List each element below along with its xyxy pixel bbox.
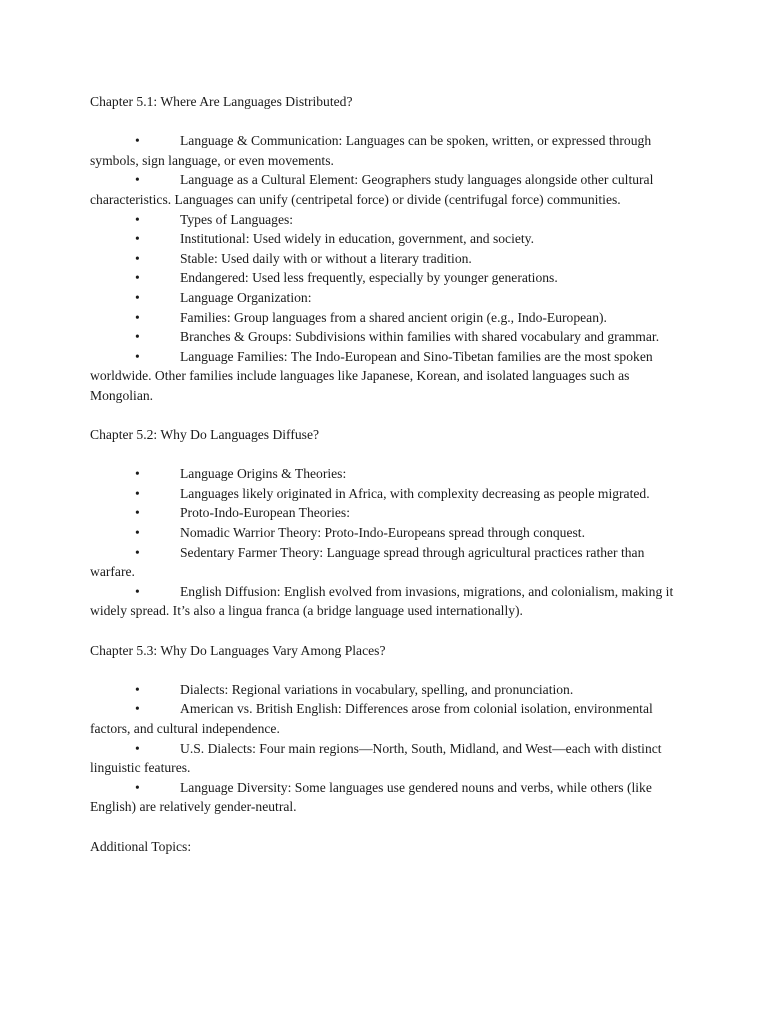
chapter-heading: Chapter 5.1: Where Are Languages Distributed? bbox=[90, 94, 353, 109]
bullet-text: Nomadic Warrior Theory: Proto-Indo-Europeans spread through conquest. bbox=[180, 525, 585, 541]
bullet-text: English Diffusion: English evolved from invasions, migrations, and colonialism, making it widely spread. It’s also a lingua franca (a bridge language used internationally). bbox=[90, 583, 674, 619]
chapter-heading: Chapter 5.2: Why Do Languages Diffuse? bbox=[90, 427, 320, 443]
bullet-icon: • bbox=[135, 505, 140, 521]
bullet-item bbox=[90, 523, 680, 543]
bullet-text: Branches & Groups: Subdivisions within families with shared vocabulary and grammar. bbox=[180, 329, 660, 345]
sections-container bbox=[90, 92, 680, 817]
bullet-item bbox=[90, 739, 680, 778]
bullet-item bbox=[90, 503, 680, 523]
bullet-icon: • bbox=[135, 211, 140, 227]
bullet-text: U.S. Dialects: Four main regions—North, South, Midland, and West—each with distinct linguistic features. bbox=[90, 740, 662, 776]
bullet-text: Language Families: The Indo-European and Sino-Tibetan families are the most spoken worldwide. Other families include languages like Japanese, Korean, and isolated languages such as Mongolian. bbox=[90, 348, 653, 403]
bullet-icon: • bbox=[135, 525, 140, 541]
bullet-item bbox=[90, 327, 680, 347]
bullet-item bbox=[90, 170, 680, 209]
bullet-text: Language Organization: bbox=[180, 289, 312, 305]
bullet-icon: • bbox=[135, 544, 140, 560]
document-body bbox=[90, 92, 680, 876]
bullet-icon: • bbox=[135, 701, 140, 717]
bullet-text: Dialects: Regional variations in vocabulary, spelling, and pronunciation. bbox=[180, 681, 574, 697]
bullet-text: Endangered: Used less frequently, especially by younger generations. bbox=[180, 270, 558, 286]
bullet-icon: • bbox=[135, 270, 140, 286]
bullet-item bbox=[90, 347, 680, 406]
bullet-item bbox=[90, 582, 680, 621]
bullet-item bbox=[90, 229, 680, 249]
bullet-text: Language & Communication: Languages can be spoken, written, or expressed through symbols, sign language, or even movements. bbox=[90, 133, 652, 168]
bullet-icon: • bbox=[135, 779, 140, 795]
bullet-item bbox=[90, 131, 680, 170]
bullet-item bbox=[90, 680, 680, 700]
bullet-item bbox=[90, 288, 680, 308]
bullet-icon: • bbox=[135, 485, 140, 501]
chapter-section bbox=[90, 641, 680, 817]
bullet-text: American vs. British English: Differences arose from colonial isolation, environmental factors, and cultural independence. bbox=[90, 701, 653, 736]
bullet-icon: • bbox=[135, 289, 140, 305]
bullet-item bbox=[90, 484, 680, 504]
bullet-text: Sedentary Farmer Theory: Language spread through agricultural practices rather than warfare. bbox=[90, 544, 645, 580]
chapter-section bbox=[90, 92, 680, 406]
bullet-text: Institutional: Used widely in education, government, and society. bbox=[180, 231, 534, 247]
bullet-item bbox=[90, 210, 680, 230]
bullet-text: Language Origins & Theories: bbox=[180, 466, 347, 482]
bullet-text: Languages likely originated in Africa, with complexity decreasing as people migrated. bbox=[180, 485, 650, 501]
bullet-text: Language as a Cultural Element: Geographers study languages alongside other cultural characteristics. Languages can unify (centripetal force) or divide (centrifugal force) communities. bbox=[90, 172, 654, 207]
chapter-section bbox=[90, 425, 680, 621]
bullet-icon: • bbox=[135, 681, 140, 697]
bullet-item bbox=[90, 249, 680, 269]
bullet-item bbox=[90, 699, 680, 738]
bullet-text: Stable: Used daily with or without a literary tradition. bbox=[180, 250, 472, 266]
bullet-text: Types of Languages: bbox=[180, 211, 294, 227]
bullet-icon: • bbox=[135, 583, 140, 599]
bullet-icon: • bbox=[135, 231, 140, 247]
bullet-icon: • bbox=[135, 309, 140, 325]
bullet-item bbox=[90, 308, 680, 328]
bullet-text: Proto-Indo-European Theories: bbox=[180, 505, 351, 521]
bullet-text: Language Diversity: Some languages use gendered nouns and verbs, while others (like English) are relatively gender-neutral. bbox=[90, 779, 652, 815]
bullet-item bbox=[90, 543, 680, 582]
additional-topics-heading: Additional Topics: bbox=[90, 838, 192, 854]
bullet-item bbox=[90, 268, 680, 288]
bullet-icon: • bbox=[135, 250, 140, 266]
bullet-icon: • bbox=[135, 466, 140, 482]
chapter-heading: Chapter 5.3: Why Do Languages Vary Among Places? bbox=[90, 642, 386, 658]
bullet-icon: • bbox=[135, 329, 140, 345]
bullet-item bbox=[90, 464, 680, 484]
bullet-icon: • bbox=[135, 172, 140, 188]
bullet-icon: • bbox=[135, 348, 140, 364]
bullet-item bbox=[90, 778, 680, 817]
bullet-icon: • bbox=[135, 133, 140, 149]
bullet-text: Families: Group languages from a shared ancient origin (e.g., Indo-European). bbox=[180, 309, 607, 325]
bullet-icon: • bbox=[135, 740, 140, 756]
